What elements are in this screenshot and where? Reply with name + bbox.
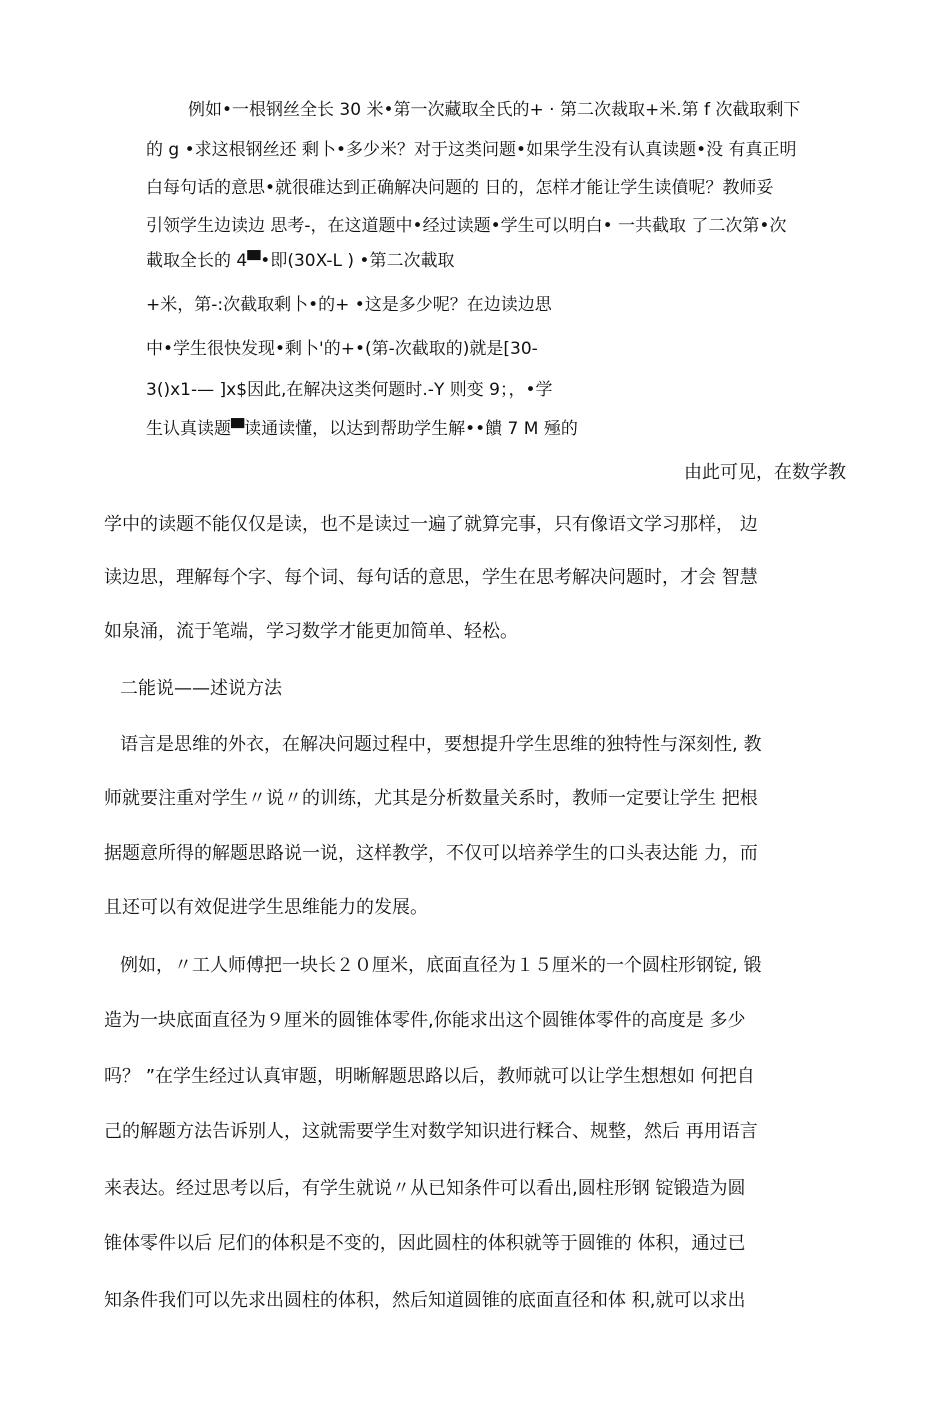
- example2-line-2: 造为一块底面直径为９厘米的圆锥体零件,你能求出这个圆锥体零件的高度是 多少: [104, 1010, 746, 1031]
- conclusion-line-4: 如泉涌，流于笔端，学习数学才能更加简单、轻松。: [104, 621, 518, 642]
- example-cont-line-2: 中•学生很快发现•剩卜'的+•(第-次截取的)就是[30-: [146, 339, 538, 359]
- language-para-line-1: 语言是思维的外衣，在解决问题过程中，要想提升学生思维的独特性与深刻性, 教: [120, 734, 762, 755]
- example-line-1: 例如•一根钢丝全长 30 米•第一次藏取全氏的+ · 第二次裁取+米.第 f 次截取剩下: [188, 100, 801, 120]
- example2-line-6: 锥体零件以后 尼们的体积是不变的，因此圆柱的体积就等于圆锥的 体积，通过已: [104, 1233, 746, 1254]
- example-cont-line-4: 生认真读题▀读通读懂，以达到帮助学生解••饋 7 M 殛的: [146, 419, 578, 439]
- example-line-4: 引领学生边读边 思考-，在这道题中•经过读题•学生可以明白• 一共截取 了二次第•次: [146, 216, 787, 236]
- language-para-line-4: 且还可以有效促进学生思维能力的发展。: [104, 897, 428, 918]
- example-line-5: 載取全长的 4▀•即(30X-L ) •第二次載取: [146, 251, 455, 271]
- example-line-2: 的 g •求这根钢丝还 剩卜•多少米？对于这类问题•如果学生没有认真读题•没 有真正明: [146, 140, 797, 160]
- example2-line-5: 来表达。经过思考以后，有学生就说〃从已知条件可以看出,圆柱形钢 锭锻造为圆: [104, 1178, 746, 1199]
- language-para-line-3: 据题意所得的解题思路说一说，这样教学，不仅可以培养学生的口头表达能 力，而: [104, 843, 758, 864]
- example2-line-1: 例如，〃工人师傅把一块长２０厘米，底面直径为１５厘米的一个圆柱形钢锭, 锻: [120, 955, 762, 976]
- example-cont-line-3: 3()x1-— ]x$因此,在解决这类何题时.-Y 则变 9；，•学: [146, 380, 553, 400]
- example-cont-line-1: +米，第-:次截取剩卜•的+ •这是多少呢？在边读边思: [146, 295, 552, 315]
- conclusion-line-3: 读边思，理解每个字、每个词、每句话的意思，学生在思考解决问题时，才会 智慧: [104, 567, 758, 588]
- conclusion-line-1: 由此可见，在数学教: [684, 462, 846, 483]
- language-para-line-2: 师就要注重对学生〃说〃的训练，尤其是分析数量关系时，教师一定要让学生 把根: [104, 788, 758, 809]
- example-line-3: 白每句话的意思•就很碓达到正确解决问题的 日的，怎样才能让学生读僨呢？教师妥: [146, 178, 774, 198]
- example2-line-4: 己的解题方法告诉别人，这就需要学生对数学知识进行糅合、规整，然后 再用语言: [104, 1121, 758, 1142]
- example2-line-7: 知条件我们可以先求出圆柱的体积，然后知道圆锥的底面直径和体 积,就可以求出: [104, 1290, 746, 1311]
- section-heading: 二能说——述说方法: [120, 678, 282, 699]
- conclusion-line-2: 学中的读题不能仅仅是读，也不是读过一遍了就算完事，只有像语文学习那样， 边: [104, 514, 758, 535]
- example2-line-3: 吗？ ”在学生经过认真审题，明晰解题思路以后，教师就可以让学生想想如 何把自: [104, 1066, 755, 1087]
